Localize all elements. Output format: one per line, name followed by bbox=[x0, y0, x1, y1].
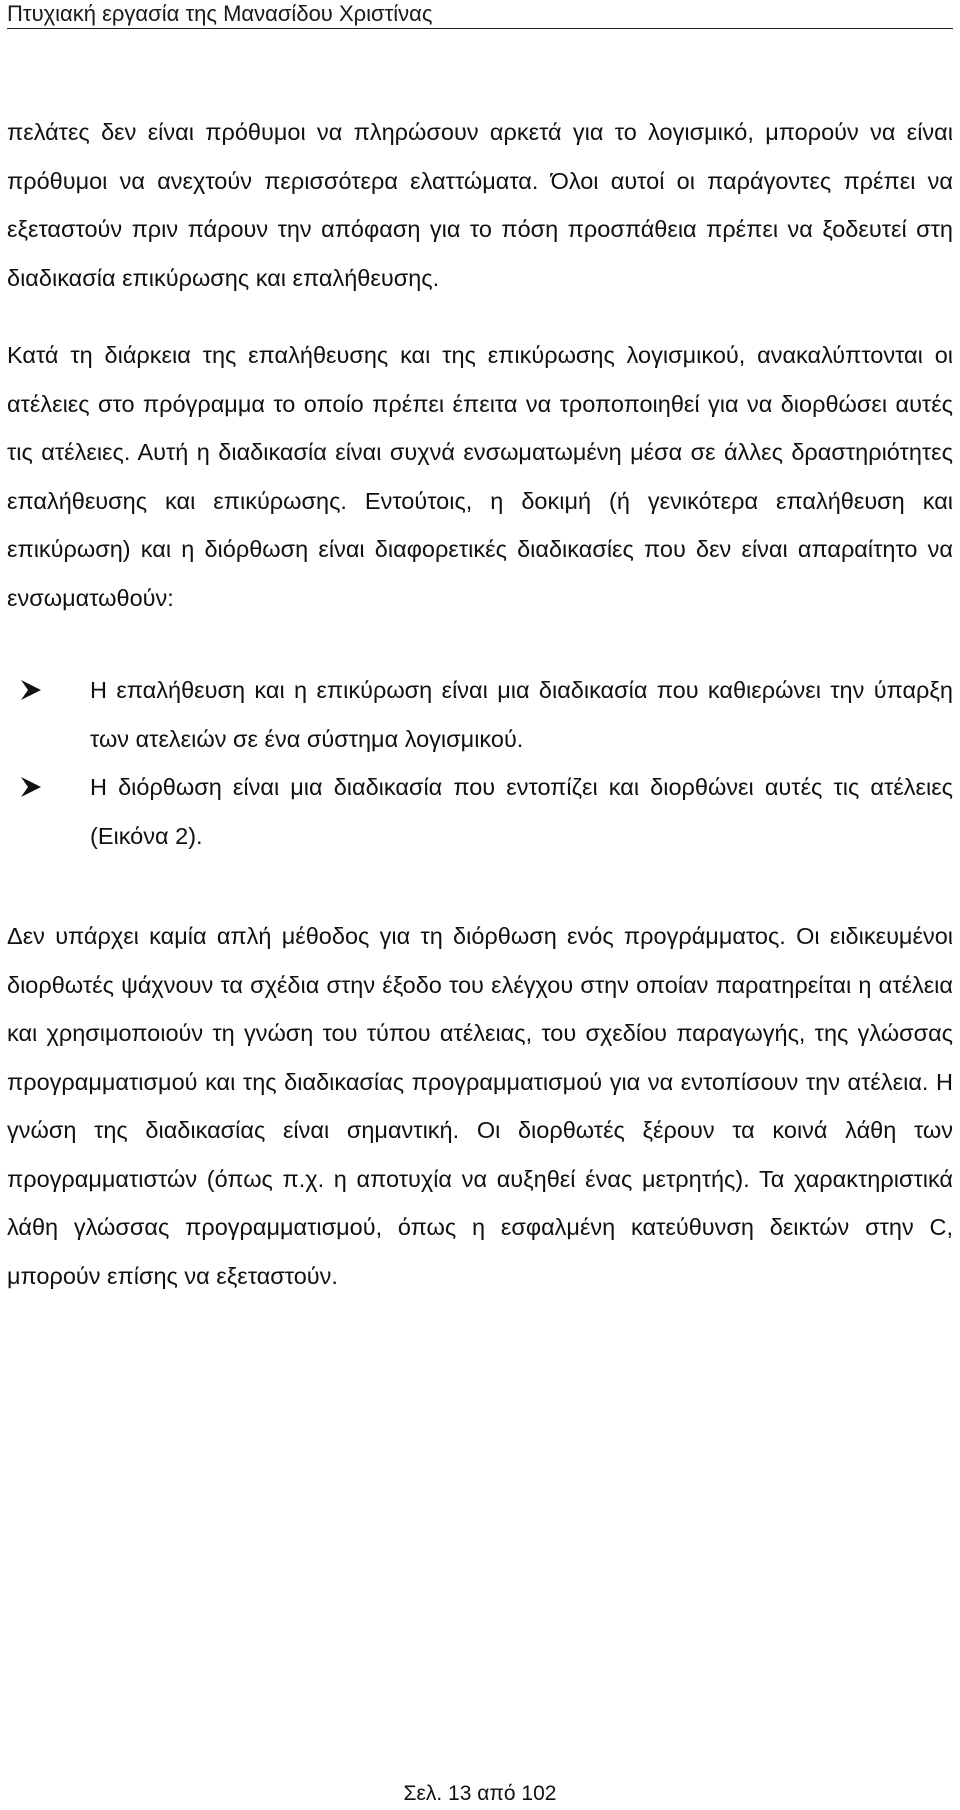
header-title: Πτυχιακή εργασία της Μανασίδου Χριστίνας bbox=[7, 1, 433, 26]
document-body bbox=[7, 108, 953, 1300]
paragraph: Δεν υπάρχει καμία απλή μέθοδος για τη διόρθωση ενός προγράμματος. Οι ειδικευμένοι διορθωτές ψάχνουν τα σχέδια στην έξοδο του ελέγχου στην οποίαν παρατηρείται η ατέλεια και χρησιμοποιούν τη γνώση του τύπου ατέλειας, του σχεδίου παραγωγής, της γλώσσας προγραμματισμού και της διαδικασίας προγραμματισμού για να εντοπίσουν την ατέλεια. Η γνώση της διαδικασίας είναι σημαντική. Οι διορθωτές ξέρουν τα κοινά λάθη των προγραμματιστών (όπως π.χ. η αποτυχία να αυξηθεί ένας μετρητής). Τα χαρακτηριστικά λάθη γλώσσας προγραμματισμού, όπως η εσφαλμένη κατεύθυνση δεικτών στην C, μπορούν επίσης να εξεταστούν. bbox=[7, 923, 953, 1289]
list-item-text: Η επαλήθευση και η επικύρωση είναι μια διαδικασία που καθιερώνει την ύπαρξη των ατελειών σε ένα σύστημα λογισμικού. bbox=[90, 677, 953, 752]
paragraph: πελάτες δεν είναι πρόθυμοι να πληρώσουν αρκετά για το λογισμικό, μπορούν να είναι πρόθυμοι να ανεχτούν περισσότερα ελαττώματα. Όλοι αυτοί οι παράγοντες πρέπει να εξεταστούν πριν πάρουν την απόφαση για το πόση προσπάθεια πρέπει να ξοδευτεί στη διαδικασία επικύρωσης και επαλήθευσης. bbox=[7, 119, 953, 291]
page-number: Σελ. 13 από 102 bbox=[403, 1782, 557, 1805]
bullet-list bbox=[7, 666, 953, 860]
list-item bbox=[7, 666, 953, 763]
list-item bbox=[7, 763, 953, 860]
page-header bbox=[7, 0, 953, 29]
arrowhead-bullet-icon bbox=[19, 678, 43, 702]
paragraph: Κατά τη διάρκεια της επαλήθευσης και της επικύρωσης λογισμικού, ανακαλύπτονται οι ατέλειες στο πρόγραμμα το οποίο πρέπει έπειτα να τροποποιηθεί για να διορθώσει αυτές τις ατέλειες. Αυτή η διαδικασία είναι συχνά ενσωματωμένη μέσα σε άλλες δραστηριότητες επαλήθευσης και επικύρωσης. Εντούτοις, η δοκιμή (ή γενικότερα επαλήθευση και επικύρωση) και η διόρθωση είναι διαφορετικές διαδικασίες που δεν είναι απαραίτητο να ενσωματωθούν: bbox=[7, 342, 953, 611]
list-item-text: Η διόρθωση είναι μια διαδικασία που εντοπίζει και διορθώνει αυτές τις ατέλειες (Εικόνα 2). bbox=[90, 774, 953, 849]
arrowhead-bullet-icon bbox=[19, 775, 43, 799]
